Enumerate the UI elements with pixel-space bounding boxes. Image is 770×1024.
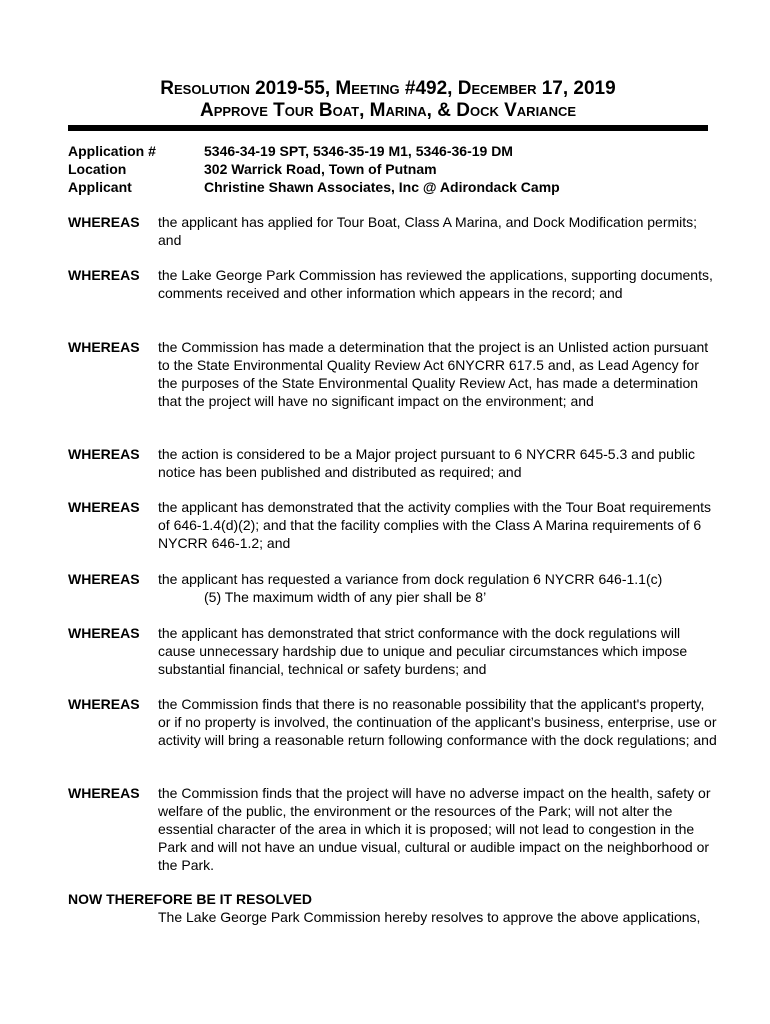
whereas-label: WHEREAS: [68, 339, 140, 355]
whereas-label: WHEREAS: [68, 214, 140, 230]
applicant-label: Applicant: [68, 179, 132, 195]
application-number-label: Application #: [68, 143, 156, 159]
whereas-clause-3: [68, 338, 718, 410]
whereas-clause-4: [68, 445, 718, 481]
title-divider: [68, 125, 708, 131]
whereas-label: WHEREAS: [68, 696, 140, 712]
location-value: 302 Warrick Road, Town of Putnam: [204, 161, 437, 177]
whereas-clause-1: [68, 213, 718, 249]
whereas-label: WHEREAS: [68, 625, 140, 641]
resolution-subtitle: Approve Tour Boat, Marina, & Dock Variance: [199, 100, 577, 121]
clause-text: the Commission has made a determination that the project is an Unlisted action pursuant to the State Environmental Quality Review Act 6NYCRR 617.5 and, as Lead Agency for the purposes of the State Environmental Quality Review Act, has made a determination that the project will have no significant impact on the environment; and: [158, 339, 709, 409]
whereas-clause-5: [68, 498, 718, 552]
whereas-clause-2: [68, 266, 718, 302]
location-row: [68, 160, 560, 178]
clause-text: [158, 570, 718, 606]
application-number-value: 5346-34-19 SPT, 5346-35-19 M1, 5346-36-19 DM: [204, 143, 513, 159]
whereas-clause-6: [68, 570, 718, 606]
clause-text: the applicant has applied for Tour Boat, Class A Marina, and Dock Modification permits; and: [158, 214, 698, 248]
applicant-row: [68, 178, 560, 196]
clause-text: the Commission finds that the project will have no adverse impact on the health, safety or welfare of the public, the environment or the resources of the Park; will not alter the essential character of the area in which it is proposed; will not lead to congestion in the Park and will not have an undue visual, cultural or audible impact on the neighborhood or the Park.: [158, 785, 711, 873]
whereas-label: WHEREAS: [68, 446, 140, 462]
application-details: [68, 142, 560, 196]
whereas-label: WHEREAS: [68, 499, 140, 515]
whereas-clause-7: [68, 624, 718, 678]
clause-text: the applicant has demonstrated that the activity complies with the Tour Boat requirements of 646-1.4(d)(2); and that the facility complies with the Class A Marina requirements of 6 NYCRR 646-1.2; and: [158, 499, 712, 551]
resolved-heading: NOW THEREFORE BE IT RESOLVED: [68, 891, 312, 907]
variance-detail: (5) The maximum width of any pier shall be 8’: [204, 589, 487, 605]
location-label: Location: [68, 161, 127, 177]
application-number-row: [68, 142, 560, 160]
resolution-title: Resolution 2019-55, Meeting #492, December 17, 2019: [160, 78, 616, 99]
clause-text: the Commission finds that there is no reasonable possibility that the applicant's property, or if no property is involved, the continuation of the applicant’s business, enterprise, use or activity will bring a reasonable return following conformance with the dock regulations; and: [158, 696, 717, 748]
whereas-clause-9: [68, 784, 718, 874]
whereas-clause-8: [68, 695, 718, 749]
variance-request-text: the applicant has requested a variance from dock regulation 6 NYCRR 646-1.1(c): [158, 571, 663, 587]
whereas-label: WHEREAS: [68, 571, 140, 587]
applicant-value: Christine Shawn Associates, Inc @ Adirondack Camp: [204, 179, 560, 195]
whereas-label: WHEREAS: [68, 785, 140, 801]
clause-text: the Lake George Park Commission has reviewed the applications, supporting documents, comments received and other information which appears in the record; and: [158, 267, 713, 301]
clause-text: the action is considered to be a Major project pursuant to 6 NYCRR 645-5.3 and public notice has been published and distributed as required; and: [158, 446, 695, 480]
resolved-text: The Lake George Park Commission hereby resolves to approve the above applications,: [158, 909, 701, 925]
whereas-label: WHEREAS: [68, 267, 140, 283]
resolution-block: [68, 890, 718, 926]
clause-text: the applicant has demonstrated that strict conformance with the dock regulations will cause unnecessary hardship due to unique and peculiar circumstances which impose substantial financial, technical or safety burdens; and: [158, 625, 688, 677]
